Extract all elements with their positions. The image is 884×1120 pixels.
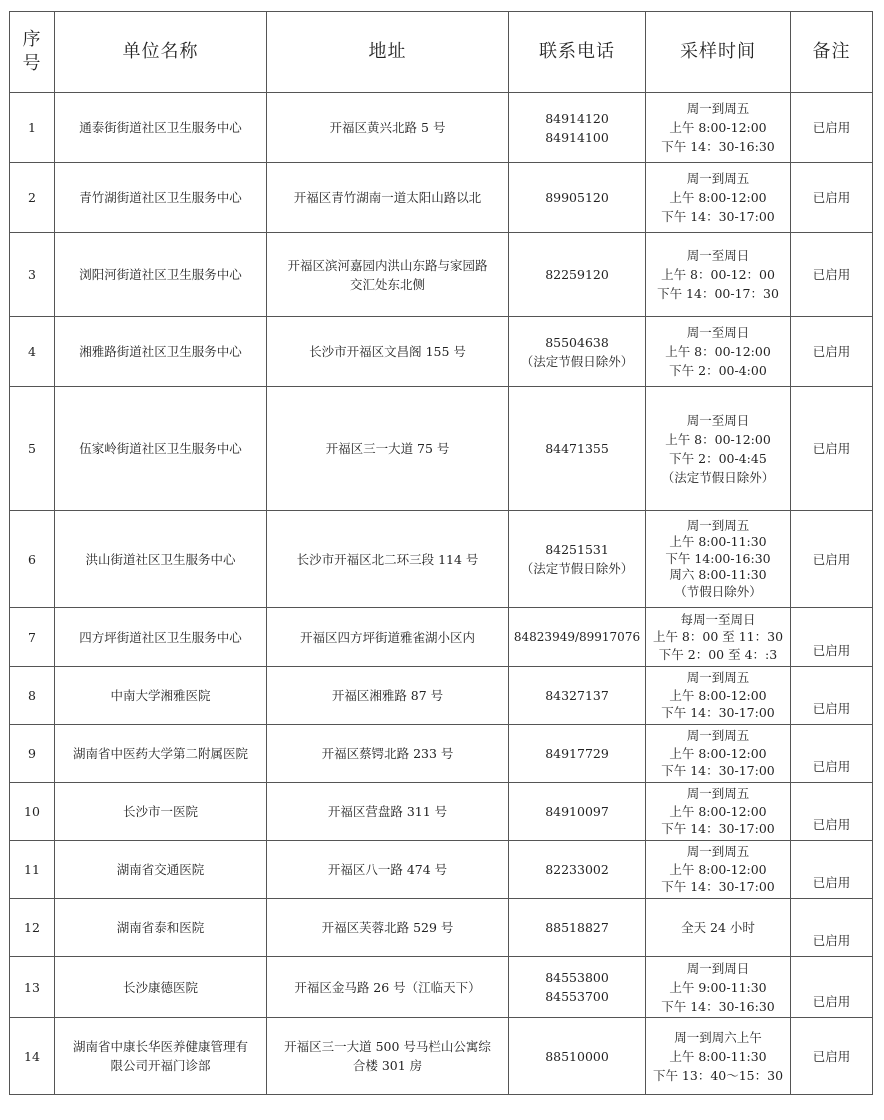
row-index: 2 — [10, 163, 55, 233]
row-time: 周一至周日 上午 8：00-12：00 下午 14：00-17：30 — [646, 233, 791, 317]
table-row — [10, 233, 873, 317]
row-phone: 84327137 — [509, 667, 646, 725]
row-address: 开福区芙蓉北路 529 号 — [267, 899, 509, 957]
row-phone: 84251531 （法定节假日除外） — [509, 511, 646, 608]
row-index: 4 — [10, 317, 55, 387]
row-index: 1 — [10, 93, 55, 163]
row-time: 全天 24 小时 — [646, 899, 791, 957]
row-address: 开福区滨河嘉园内洪山东路与家园路 交汇处东北侧 — [267, 233, 509, 317]
table-row — [10, 511, 873, 608]
row-time: 周一至周日 上午 8：00-12:00 下午 2：00-4:45 （法定节假日除外） — [646, 387, 791, 511]
row-name: 四方坪街道社区卫生服务中心 — [55, 608, 267, 667]
row-name: 通泰街街道社区卫生服务中心 — [55, 93, 267, 163]
row-index: 9 — [10, 725, 55, 783]
header-phone: 联系电话 — [509, 12, 646, 93]
row-index: 5 — [10, 387, 55, 511]
row-index: 6 — [10, 511, 55, 608]
row-address: 开福区三一大道 75 号 — [267, 387, 509, 511]
row-note: 已启用 — [791, 387, 873, 511]
row-name: 湖南省泰和医院 — [55, 899, 267, 957]
table-row — [10, 1018, 873, 1095]
table-row — [10, 163, 873, 233]
table-row — [10, 667, 873, 725]
row-index: 3 — [10, 233, 55, 317]
row-time: 周一到周五 上午 8:00-12:00 下午 14：30-16:30 — [646, 93, 791, 163]
row-note: 已启用 — [791, 317, 873, 387]
row-note: 已启用 — [791, 163, 873, 233]
row-note: 已启用 — [791, 93, 873, 163]
row-index: 11 — [10, 841, 55, 899]
row-phone: 84910097 — [509, 783, 646, 841]
row-address: 开福区四方坪街道雅雀湖小区内 — [267, 608, 509, 667]
row-phone: 82233002 — [509, 841, 646, 899]
row-name: 浏阳河街道社区卫生服务中心 — [55, 233, 267, 317]
table-row — [10, 783, 873, 841]
row-name: 湖南省中康长华医养健康管理有 限公司开福门诊部 — [55, 1018, 267, 1095]
row-phone: 85504638 （法定节假日除外） — [509, 317, 646, 387]
row-name: 湖南省中医药大学第二附属医院 — [55, 725, 267, 783]
row-note: 已启用 — [791, 233, 873, 317]
row-index: 12 — [10, 899, 55, 957]
row-address: 开福区三一大道 500 号马栏山公寓综 合楼 301 房 — [267, 1018, 509, 1095]
row-phone: 89905120 — [509, 163, 646, 233]
row-address: 长沙市开福区文昌阁 155 号 — [267, 317, 509, 387]
row-index: 13 — [10, 957, 55, 1018]
row-name: 湖南省交通医院 — [55, 841, 267, 899]
table-row — [10, 725, 873, 783]
row-time: 周一到周五 上午 8:00-12:00 下午 14：30-17:00 — [646, 163, 791, 233]
row-phone: 88518827 — [509, 899, 646, 957]
row-index: 7 — [10, 608, 55, 667]
header-note: 备注 — [791, 12, 873, 93]
header-time: 采样时间 — [646, 12, 791, 93]
row-phone: 84914120 84914100 — [509, 93, 646, 163]
row-note: 已启用 — [791, 667, 873, 725]
header-address: 地址 — [267, 12, 509, 93]
row-time: 周一至周日 上午 8：00-12:00 下午 2：00-4:00 — [646, 317, 791, 387]
row-phone: 84471355 — [509, 387, 646, 511]
row-name: 长沙康德医院 — [55, 957, 267, 1018]
row-note: 已启用 — [791, 1018, 873, 1095]
row-name: 湘雅路街道社区卫生服务中心 — [55, 317, 267, 387]
row-name: 中南大学湘雅医院 — [55, 667, 267, 725]
header-index: 序 号 — [10, 12, 55, 93]
row-note: 已启用 — [791, 899, 873, 957]
row-time: 周一到周五 上午 8:00-12:00 下午 14：30-17:00 — [646, 783, 791, 841]
row-phone: 84917729 — [509, 725, 646, 783]
row-note: 已启用 — [791, 608, 873, 667]
row-phone: 84553800 84553700 — [509, 957, 646, 1018]
table-row — [10, 93, 873, 163]
row-index: 14 — [10, 1018, 55, 1095]
row-phone: 88510000 — [509, 1018, 646, 1095]
row-name: 伍家岭街道社区卫生服务中心 — [55, 387, 267, 511]
row-index: 10 — [10, 783, 55, 841]
row-time: 周一到周五 上午 8:00-12:00 下午 14：30-17:00 — [646, 667, 791, 725]
row-address: 开福区青竹湖南一道太阳山路以北 — [267, 163, 509, 233]
row-address: 开福区八一路 474 号 — [267, 841, 509, 899]
row-address: 开福区营盘路 311 号 — [267, 783, 509, 841]
row-time: 每周一至周日 上午 8：00 至 11：30 下午 2：00 至 4：:3 — [646, 608, 791, 667]
row-note: 已启用 — [791, 511, 873, 608]
row-name: 长沙市一医院 — [55, 783, 267, 841]
header-row — [10, 12, 873, 93]
row-address: 开福区湘雅路 87 号 — [267, 667, 509, 725]
row-note: 已启用 — [791, 957, 873, 1018]
table-row — [10, 957, 873, 1018]
row-name: 青竹湖街道社区卫生服务中心 — [55, 163, 267, 233]
row-time: 周一到周五 上午 8:00-12:00 下午 14：30-17:00 — [646, 725, 791, 783]
row-time: 周一到周六上午 上午 8:00-11:30 下午 13：40～15：30 — [646, 1018, 791, 1095]
row-address: 开福区黄兴北路 5 号 — [267, 93, 509, 163]
row-time: 周一到周五 上午 8:00-12:00 下午 14：30-17:00 — [646, 841, 791, 899]
row-time: 周一到周五 上午 8:00-11:30 下午 14:00-16:30 周六 8:00-11:30 （节假日除外） — [646, 511, 791, 608]
row-address: 长沙市开福区北二环三段 114 号 — [267, 511, 509, 608]
table-row — [10, 608, 873, 667]
table-row — [10, 899, 873, 957]
row-time: 周一到周日 上午 9:00-11:30 下午 14：30-16:30 — [646, 957, 791, 1018]
row-address: 开福区蔡锷北路 233 号 — [267, 725, 509, 783]
row-phone: 82259120 — [509, 233, 646, 317]
row-phone: 84823949/89917076 — [509, 608, 646, 667]
row-name: 洪山街道社区卫生服务中心 — [55, 511, 267, 608]
row-index: 8 — [10, 667, 55, 725]
row-note: 已启用 — [791, 841, 873, 899]
row-address: 开福区金马路 26 号（江临天下） — [267, 957, 509, 1018]
table-row — [10, 841, 873, 899]
table-row — [10, 387, 873, 511]
sampling-sites-table — [9, 11, 873, 1095]
table-row — [10, 317, 873, 387]
header-name: 单位名称 — [55, 12, 267, 93]
row-note: 已启用 — [791, 725, 873, 783]
row-note: 已启用 — [791, 783, 873, 841]
